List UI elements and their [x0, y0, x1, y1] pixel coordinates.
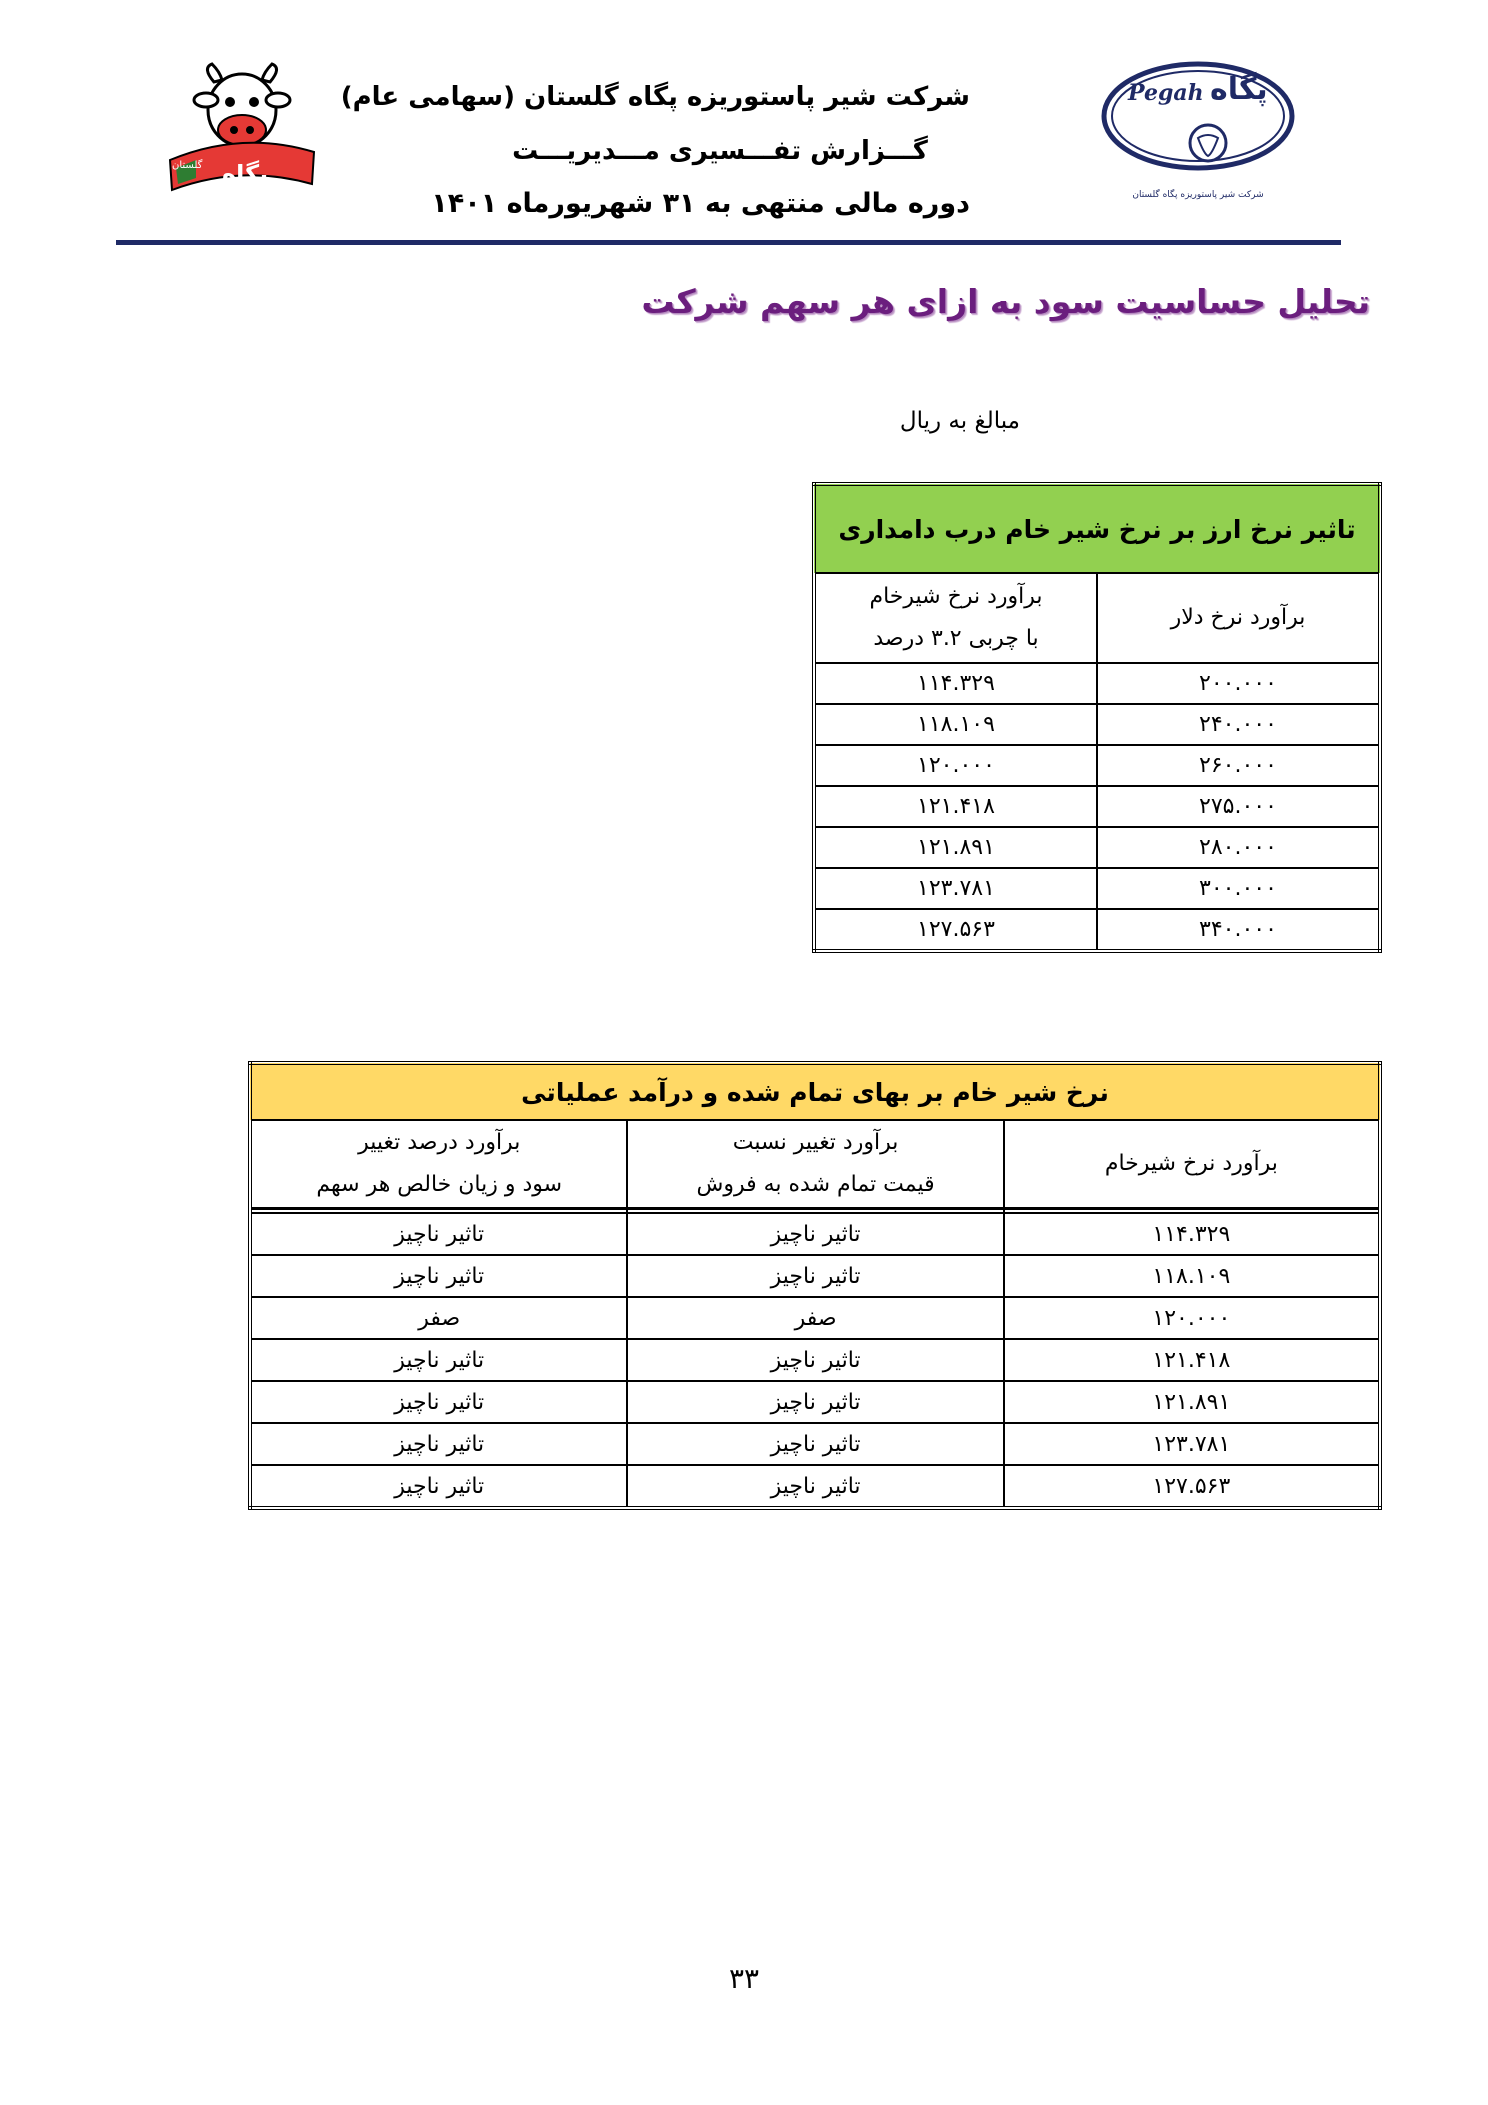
table-row	[814, 827, 1380, 868]
dollar-rate-cell: ۲۴۰.۰۰۰	[1097, 704, 1380, 745]
table-row	[814, 868, 1380, 909]
table1-header-milk	[814, 573, 1097, 663]
eps-change-cell: صفر	[250, 1297, 627, 1339]
eps-change-cell: تاثیر ناچیز	[250, 1255, 627, 1297]
right-logo-persian: پگاه	[1210, 72, 1268, 107]
table-row	[250, 1339, 1380, 1381]
unit-label: مبالغ به ریال	[899, 408, 1020, 434]
table-row	[814, 704, 1380, 745]
table-row	[250, 1465, 1380, 1508]
table1-header-milk-line1: برآورد نرخ شیرخام	[869, 584, 1043, 609]
dollar-rate-cell: ۲۷۵.۰۰۰	[1097, 786, 1380, 827]
table-row	[814, 663, 1380, 704]
dollar-rate-cell: ۳۰۰.۰۰۰	[1097, 868, 1380, 909]
header-divider	[116, 240, 1341, 245]
table-row	[250, 1213, 1380, 1255]
table-row	[814, 786, 1380, 827]
pegah-oval-icon	[1098, 58, 1298, 178]
dollar-rate-cell: ۲۶۰.۰۰۰	[1097, 745, 1380, 786]
dollar-rate-cell: ۲۰۰.۰۰۰	[1097, 663, 1380, 704]
table1-header-dollar	[1097, 573, 1380, 663]
eps-change-cell: تاثیر ناچیز	[250, 1423, 627, 1465]
milk-rate-cell: ۱۲۱.۴۱۸	[814, 786, 1097, 827]
table2-header-eps-line1: برآورد درصد تغییر	[358, 1130, 521, 1155]
milk-rate-cell: ۱۲۳.۷۸۱	[814, 868, 1097, 909]
page-number: ۳۳	[728, 1962, 760, 1995]
cost-ratio-cell: صفر	[627, 1297, 1003, 1339]
eps-change-cell: تاثیر ناچیز	[250, 1381, 627, 1423]
eps-change-cell: تاثیر ناچیز	[250, 1213, 627, 1255]
cost-ratio-cell: تاثیر ناچیز	[627, 1465, 1003, 1508]
table2-header-milk-text: برآورد نرخ شیرخام	[1104, 1151, 1278, 1176]
table2-header-eps-line2: سود و زیان خالص هر سهم	[316, 1172, 563, 1197]
eps-change-cell: تاثیر ناچیز	[250, 1465, 627, 1508]
right-logo-caption: شرکت شیر پاستوریزه پگاه گلستان	[1132, 190, 1264, 200]
left-logo-text: پگاه	[222, 160, 269, 188]
dollar-rate-cell: ۳۴۰.۰۰۰	[1097, 909, 1380, 951]
table-row	[814, 909, 1380, 951]
cost-ratio-cell: تاثیر ناچیز	[627, 1381, 1003, 1423]
table2-header-eps	[250, 1120, 627, 1209]
table2-title: نرخ شیر خام بر بهای تمام شده و درآمد عملیاتی	[250, 1063, 1380, 1120]
milk-rate-cell: ۱۱۴.۳۲۹	[1004, 1213, 1380, 1255]
table1-header-dollar-text: برآورد نرخ دلار	[1170, 605, 1306, 630]
report-title: گـــزارش تفـــسیری مـــدیریـــت	[512, 136, 928, 166]
cost-ratio-cell: تاثیر ناچیز	[627, 1213, 1003, 1255]
table2-header-milk	[1004, 1120, 1380, 1209]
cost-ratio-cell: تاثیر ناچیز	[627, 1423, 1003, 1465]
table-row	[250, 1297, 1380, 1339]
table-row	[250, 1423, 1380, 1465]
milk-rate-cell: ۱۲۰.۰۰۰	[814, 745, 1097, 786]
cost-ratio-cell: تاثیر ناچیز	[627, 1255, 1003, 1297]
table-row	[250, 1255, 1380, 1297]
table2-header-cost-line2: قیمت تمام شده به فروش	[696, 1172, 935, 1197]
report-period: دوره مالی منتهی به ۳۱ شهریورماه ۱۴۰۱	[431, 188, 970, 219]
milk-rate-cell: ۱۲۷.۵۶۳	[814, 909, 1097, 951]
company-name: شرکت شیر پاستوریزه پگاه گلستان (سهامی عام)	[340, 82, 970, 112]
milk-price-impact-table	[248, 1061, 1382, 1510]
dollar-rate-cell: ۲۸۰.۰۰۰	[1097, 827, 1380, 868]
right-logo-latin: Pegah	[1128, 80, 1204, 106]
pegah-golestan-cow-logo	[162, 60, 322, 200]
table-row	[814, 745, 1380, 786]
eps-change-cell: تاثیر ناچیز	[250, 1339, 627, 1381]
fx-impact-table	[812, 482, 1382, 953]
milk-rate-cell: ۱۱۴.۳۲۹	[814, 663, 1097, 704]
cost-ratio-cell: تاثیر ناچیز	[627, 1339, 1003, 1381]
pegah-oval-logo	[1098, 58, 1298, 208]
milk-rate-cell: ۱۲۷.۵۶۳	[1004, 1465, 1380, 1508]
milk-rate-cell: ۱۲۱.۸۹۱	[814, 827, 1097, 868]
table1-title: تاثیر نرخ ارز بر نرخ شیر خام درب دامداری	[814, 484, 1380, 573]
left-logo-banner: گلستان	[172, 160, 203, 171]
milk-rate-cell: ۱۱۸.۱۰۹	[814, 704, 1097, 745]
milk-rate-cell: ۱۲۳.۷۸۱	[1004, 1423, 1380, 1465]
milk-rate-cell: ۱۲۰.۰۰۰	[1004, 1297, 1380, 1339]
table2-header-cost	[627, 1120, 1003, 1209]
milk-rate-cell: ۱۱۸.۱۰۹	[1004, 1255, 1380, 1297]
milk-rate-cell: ۱۲۱.۸۹۱	[1004, 1381, 1380, 1423]
section-title: تحلیل حساسیت سود به ازای هر سهم شرکت	[641, 282, 1370, 321]
table1-header-milk-line2: با چربی ۳.۲ درصد	[873, 626, 1039, 651]
milk-rate-cell: ۱۲۱.۴۱۸	[1004, 1339, 1380, 1381]
table2-header-cost-line1: برآورد تغییر نسبت	[732, 1130, 899, 1155]
table-row	[250, 1381, 1380, 1423]
